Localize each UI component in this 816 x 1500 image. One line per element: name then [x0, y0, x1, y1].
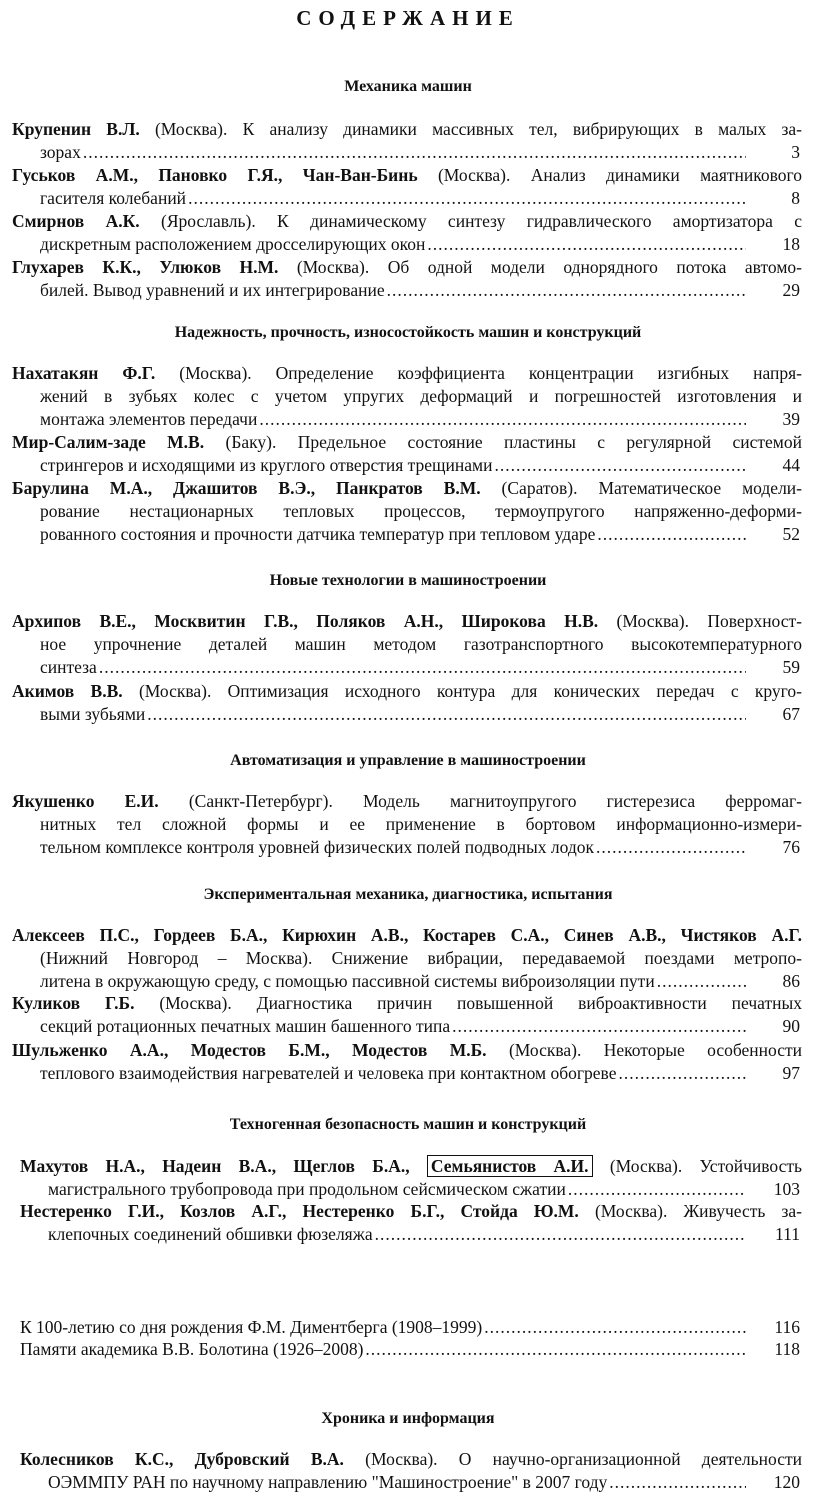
- entry-authors: Барулина М.А., Джашитов В.Э., Панкратов В.М.: [12, 478, 481, 498]
- leader-dots: [484, 1316, 746, 1339]
- page-number: 111: [775, 1224, 800, 1244]
- leader-dots: [427, 233, 746, 256]
- entry-authors: Нахатакян Ф.Г.: [12, 363, 156, 383]
- entry-title-end: магистрального трубопровода при продольном сейсмическом сжатии: [48, 1179, 566, 1199]
- toc-entry-misc[interactable]: [20, 1316, 802, 1339]
- page-number: 59: [782, 657, 800, 677]
- entry-title-end: ОЭММПУ РАН по научному направлению "Машиностроение" в 2007 году: [48, 1472, 608, 1492]
- leader-dots: [452, 1015, 746, 1038]
- entry-title: (Москва). Диагностика причин повышенной виброактивности печатных: [134, 993, 802, 1013]
- toc-entry[interactable]: [20, 1448, 802, 1494]
- entry-authors: Якушенко Е.И.: [12, 791, 159, 811]
- toc-entry[interactable]: [12, 256, 802, 302]
- entry-title: (Москва). О научно-организационной деятельности: [343, 1449, 802, 1469]
- entry-title-end: дискретным расположением дросселирующих окон: [40, 234, 426, 254]
- toc-entry[interactable]: [12, 680, 802, 726]
- toc-entry[interactable]: [12, 431, 802, 477]
- leader-dots: [609, 1471, 746, 1494]
- section-heading: Техногенная безопасность машин и конструкций: [229, 1116, 587, 1133]
- entry-authors: Гуськов А.М., Пановко Г.Я., Чан-Ван-Бинь: [12, 165, 418, 185]
- leader-dots: [259, 408, 746, 431]
- entry-title: Памяти академика В.В. Болотина (1926–2008): [20, 1339, 364, 1359]
- page-number: 67: [782, 704, 800, 724]
- leader-dots: [596, 836, 746, 859]
- page-number: 120: [773, 1472, 800, 1492]
- entry-title: (Ярославль). К динамическому синтезу гидравлического амортизатора с: [139, 211, 802, 231]
- entry-title: (Москва). Об одной модели однорядного потока автомо-: [278, 257, 802, 277]
- toc-entry[interactable]: [12, 992, 802, 1038]
- leader-dots: [618, 1062, 746, 1085]
- page-number: 90: [782, 1016, 800, 1036]
- toc-entry[interactable]: [12, 1039, 802, 1085]
- entry-title: (Москва). Некоторые особенности: [486, 1040, 803, 1060]
- page-number: 97: [782, 1063, 800, 1083]
- entry-title: (Москва). К анализу динамики массивных тел, вибрирующих в малых за-: [139, 119, 802, 139]
- entry-authors: Смирнов А.К.: [12, 211, 140, 231]
- entry-authors: Куликов Г.Б.: [12, 993, 135, 1013]
- page-number: 118: [774, 1339, 800, 1359]
- toc-entry[interactable]: [12, 118, 802, 164]
- entry-authors: Архипов В.Е., Москвитин Г.В., Поляков А.Н., Широкова Н.В.: [12, 611, 599, 631]
- entry-title-end: стрингеров и исходящими из круглого отверстия трещинами: [40, 455, 493, 475]
- entry-authors: Крупенин В.Л.: [12, 119, 140, 139]
- leader-dots: [365, 1338, 746, 1361]
- entry-title-line: жений в зубьях колес с учетом упругих деформаций и погрешностей изготовления и: [40, 386, 802, 406]
- entry-title: (Москва). Оптимизация исходного контура для конических передач с круго-: [122, 681, 802, 701]
- entry-authors: Шульженко А.А., Модестов Б.М., Модестов М.Б.: [12, 1040, 487, 1060]
- entry-title: (Москва). Устойчивость: [592, 1156, 803, 1176]
- entry-title-line: (Нижний Новгород – Москва). Снижение вибрации, передаваемой поездами метропо-: [40, 948, 802, 968]
- page-number: 52: [782, 524, 800, 544]
- toc-entry[interactable]: [12, 164, 802, 210]
- entry-title: (Санкт-Петербург). Модель магнитоупругого гистерезиса ферромаг-: [158, 791, 803, 811]
- leader-dots: [597, 523, 746, 546]
- page-number: 116: [774, 1317, 800, 1337]
- leader-dots: [83, 141, 746, 164]
- leader-dots: [657, 970, 746, 993]
- entry-authors: Колесников К.С., Дубровский В.А.: [20, 1449, 344, 1469]
- entry-title: (Москва). Живучесть за-: [578, 1201, 802, 1221]
- toc-entry[interactable]: [20, 1155, 802, 1201]
- page-number: 103: [773, 1179, 800, 1199]
- entry-authors: Акимов В.В.: [12, 681, 123, 701]
- toc-entry[interactable]: [12, 477, 802, 546]
- entry-title: К 100-летию со дня рождения Ф.М. Диментберга (1908–1999): [20, 1317, 483, 1337]
- entry-title-end: теплового взаимодействия нагревателей и человека при контактном обогреве: [40, 1063, 617, 1083]
- section-heading: Автоматизация и управление в машиностроении: [230, 752, 586, 769]
- entry-title-end: секций ротационных печатных машин башенного типа: [40, 1016, 451, 1036]
- entry-title-end: клепочных соединений обшивки фюзеляжа: [48, 1224, 373, 1244]
- page-number: 8: [791, 188, 800, 208]
- entry-title-end: литена в окружающую среду, с помощью пассивной системы виброизоляции пути: [40, 971, 655, 991]
- entry-authors: Мир-Салим-заде М.В.: [12, 432, 205, 452]
- page-number: 39: [782, 409, 800, 429]
- page-number: 44: [782, 455, 800, 475]
- page-number: 86: [782, 971, 800, 991]
- entry-title: (Москва). Определение коэффициента концентрации изгибных напря-: [155, 363, 802, 383]
- entry-title-line: нитных тел сложной формы и ее применение в бортовом информационно-измери-: [40, 814, 802, 834]
- entry-title-end: монтажа элементов передачи: [40, 409, 258, 429]
- section-heading: Хроника и информация: [321, 1410, 495, 1427]
- entry-title: (Саратов). Математическое модели-: [480, 478, 802, 498]
- toc-entry[interactable]: [12, 362, 802, 431]
- entry-title-end: тельном комплексе контроля уровней физических полей подводных лодок: [40, 837, 594, 857]
- boxed-author: Семьянистов А.И.: [427, 1155, 593, 1177]
- entry-authors: Нестеренко Г.И., Козлов А.Г., Нестеренко Б.Г., Стойда Ю.М.: [20, 1201, 579, 1221]
- leader-dots: [375, 1223, 746, 1246]
- section-heading: Механика машин: [344, 78, 472, 95]
- page-number: 3: [791, 142, 800, 162]
- toc-entry[interactable]: [12, 924, 802, 993]
- toc-entry[interactable]: [12, 610, 802, 679]
- entry-authors: Глухарев К.К., Улюков Н.М.: [12, 257, 279, 277]
- section-heading: Новые технологии в машиностроении: [269, 572, 547, 589]
- leader-dots: [99, 656, 746, 679]
- entry-title-end: гасителя колебаний: [40, 188, 187, 208]
- toc-entry[interactable]: [12, 790, 802, 859]
- leader-dots: [188, 187, 746, 210]
- page-title: СОДЕРЖАНИЕ: [296, 6, 520, 30]
- leader-dots: [568, 1178, 746, 1201]
- page-number: 18: [782, 234, 800, 254]
- entry-title: (Баку). Предельное состояние пластины с регулярной системой: [204, 432, 802, 452]
- page-number: 29: [782, 280, 800, 300]
- section-heading: Надежность, прочность, износостойкость машин и конструкций: [174, 324, 642, 341]
- entry-title-end: билей. Вывод уравнений и их интегрирование: [40, 280, 385, 300]
- entry-title: (Москва). Анализ динамики маятникового: [417, 165, 802, 185]
- toc-entry-misc[interactable]: [20, 1338, 802, 1361]
- entry-title-end: зорах: [40, 142, 81, 162]
- leader-dots: [147, 703, 746, 726]
- entry-title-end: синтеза: [40, 657, 97, 677]
- toc-entry[interactable]: [20, 1200, 802, 1246]
- leader-dots: [387, 279, 746, 302]
- entry-title-end: рованного состояния и прочности датчика температур при тепловом ударе: [40, 524, 596, 544]
- entry-title-end: выми зубьями: [40, 704, 146, 724]
- leader-dots: [494, 454, 746, 477]
- toc-entry[interactable]: [12, 210, 802, 256]
- entry-title-line: рование нестационарных тепловых процессов, термоупругого напряженно-деформи-: [40, 501, 802, 521]
- page-number: 76: [782, 837, 800, 857]
- entry-authors: Алексеев П.С., Гордеев Б.А., Кирюхин А.В., Костарев С.А., Синев А.В., Чистяков А.Г.: [12, 925, 802, 945]
- section-heading: Экспериментальная механика, диагностика, испытания: [203, 886, 613, 903]
- entry-title: (Москва). Поверхност-: [598, 611, 802, 631]
- entry-authors: Махутов Н.А., Надеин В.А., Щеглов Б.А.,: [20, 1156, 410, 1176]
- entry-title-line: ное упрочнение деталей машин методом газотранспортного высокотемпературного: [40, 634, 802, 654]
